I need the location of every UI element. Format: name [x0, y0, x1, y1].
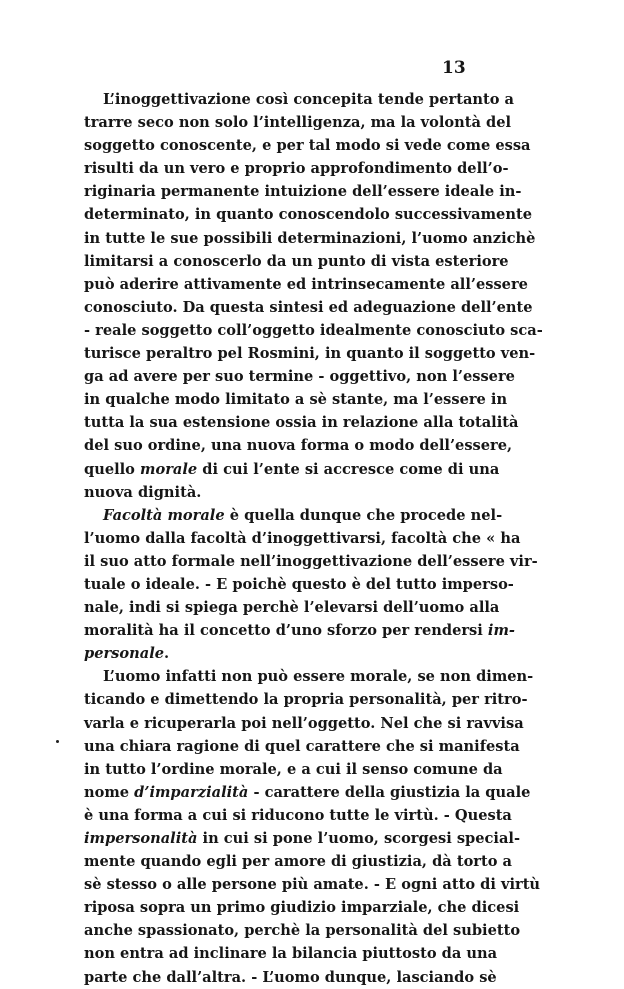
text-line: riposa sopra un primo giudizio imparziale, che dicesi — [84, 899, 520, 917]
text-line: turisce peraltro pel Rosmini, in quanto il soggetto ven- — [84, 345, 536, 363]
text-line: moralità ha il concetto d’uno sforzo per rendersi im- — [84, 622, 515, 640]
text-line: del suo ordine, una nuova forma o modo dell’essere, — [84, 437, 513, 455]
text-line: non entra ad inclinare la bilancia piuttosto da una — [84, 945, 498, 963]
text-line: mente quando egli per amore di giustizia, dà torto a — [84, 853, 513, 871]
text-line: impersonalità in cui si pone l’uomo, scorgesi special- — [84, 830, 521, 847]
text-line: in qualche modo limitato a sè stante, ma l’essere in — [84, 391, 508, 409]
text-line: conosciuto. Da questa sintesi ed adeguazione dell’ente — [84, 298, 533, 316]
text-line: in tutto l’ordine morale, e a cui il senso comune da — [84, 760, 503, 778]
text-line: tutta la sua estensione ossia in relazione alla totalità — [84, 414, 519, 432]
text-line: L’uomo infatti non può essere morale, se non dimen- — [103, 668, 534, 686]
text-line: L’inoggettivazione così concepita tende pertanto a — [103, 91, 515, 108]
text-line: - reale soggetto coll’oggetto idealmente conosciuto sca- — [84, 321, 543, 339]
text-line: anche spassionato, perchè la personalità del subietto — [84, 922, 521, 940]
text-line: ticando e dimettendo la propria personalità, per ritro- — [84, 691, 528, 709]
text-line: può aderire attivamente ed intrinsecamente all’essere — [84, 275, 528, 293]
text-line: una chiara ragione di quel carattere che si manifesta — [84, 737, 520, 755]
paragraph — [84, 665, 541, 988]
paragraph — [84, 88, 543, 504]
text-line: in tutte le sue possibili determinazioni, l’uomo anzichè — [84, 229, 536, 247]
print-speck — [56, 740, 59, 743]
text-line: è una forma a cui si riducono tutte le virtù. - Questa — [84, 806, 512, 824]
text-line: il suo atto formale nell’inoggettivazione dell’essere vir- — [84, 552, 538, 570]
text-line: riginaria permanente intuizione dell’essere ideale in- — [84, 183, 522, 201]
text-line: personale. — [84, 645, 170, 663]
text-line: nuova dignità. — [84, 483, 202, 501]
text-line: nome d’imparzialità - carattere della giustizia la quale — [84, 783, 531, 801]
text-line: risulti da un vero e proprio approfondimento dell’o- — [84, 160, 509, 178]
text-line: determinato, in quanto conoscendolo successivamente — [84, 206, 532, 224]
text-line: varla e ricuperarla poi nell’oggetto. Nel che si ravvisa — [84, 714, 524, 732]
text-line: tuale o ideale. - E poichè questo è del tutto imperso- — [84, 575, 514, 593]
text-line: trarre seco non solo l’intelligenza, ma la volontà del — [84, 114, 512, 132]
text-line: parte che dall’altra. - L’uomo dunque, lasciando sè — [84, 968, 497, 986]
text-line: sè stesso o alle persone più amate. - E ogni atto di virtù — [84, 876, 541, 894]
text-line: Facoltà morale è quella dunque che procede nel- — [103, 506, 503, 524]
text-line: l’uomo dalla facoltà d’inoggettivarsi, facoltà che « ha — [84, 529, 521, 547]
text-line: quello morale di cui l’ente si accresce come di una — [84, 460, 500, 478]
paragraph — [84, 504, 538, 666]
page-number: 13 — [442, 58, 466, 78]
text-line: limitarsi a conoscerlo da un punto di vista esteriore — [84, 252, 509, 270]
text-line: soggetto conoscente, e per tal modo si vede come essa — [84, 137, 531, 155]
body-text — [84, 88, 543, 989]
text-line: ga ad avere per suo termine - oggettivo, non l’essere — [84, 368, 515, 386]
text-line: nale, indi si spiega perchè l’elevarsi dell’uomo alla — [84, 599, 500, 617]
